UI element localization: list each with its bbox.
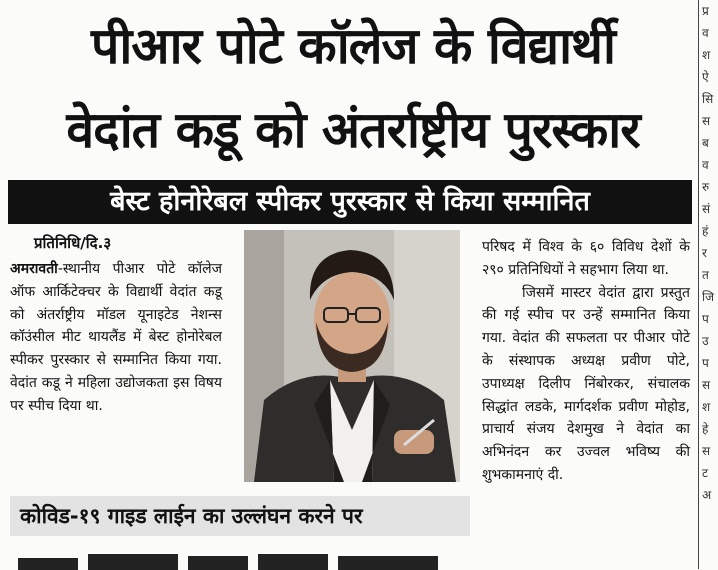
article-column-3 <box>482 236 690 487</box>
article-column-1 <box>10 258 222 418</box>
article-text-3a: परिषद में विश्व के ६० विविध देशों के २९० प्रतिनिधियों ने सहभाग लिया था. <box>482 239 690 278</box>
cutoff-headline-fragment <box>18 548 448 570</box>
dateline: अमरावती <box>10 261 58 277</box>
headline-line-2: वेदांत कडू को अंतर्राष्ट्रीय पुरस्कार <box>66 101 640 159</box>
article-text-3b: जिसमें मास्टर वेदांत द्वारा प्रस्तुत की गई स्पीच पर उन्हें सम्मानित किया गया. वेदांत की सफलता पर पीआर पोटे के संस्थापक अध्यक्ष प्रवीण पोटे, उपाध्यक्ष दिलीप निंबोरकर, संचालक सिद्धांत लडके, मार्गदर्शक प्रवीण मोहोड, प्राचार्य संजय देशमुख ने वेदांत का अभिनंदन कर उज्वल भविष्य की शुभकामनाएं दी. <box>482 284 690 483</box>
subheadline-bar: बेस्ट होनोरेबल स्पीकर पुरस्कार से किया सम्मानित <box>8 180 692 224</box>
adjacent-column-fragment: प्र व श ऐ सि स ब व रु सं हं र त जि प उ प स श हे स ट अ <box>702 4 715 502</box>
article-text-1: -स्थानीय पीआर पोटे कॉलेज ऑफ आर्किटेक्चर के विद्यार्थी वेदांत कडू को अंतर्राष्ट्रीय मॉडल यूनाइटेड नेशन्स कॉउंसील मीट थायलैंड में बेस्ट होनोरेबल स्पीकर पुरस्कार से सम्मानित किया गया. वेदांत कडू ने महिला उद्योजकता इस विषय पर स्पीच दिया था. <box>10 261 222 414</box>
headline-line-1: पीआर पोटे कॉलेज के विद्यार्थी <box>91 17 615 75</box>
column-divider <box>698 0 699 569</box>
portrait-illustration <box>244 230 460 482</box>
byline: प्रतिनिधि/दि.३ <box>34 234 112 252</box>
secondary-headline: कोविड-१९ गाइड लाईन का उल्लंघन करने पर <box>10 496 470 536</box>
portrait-photo <box>244 230 460 482</box>
